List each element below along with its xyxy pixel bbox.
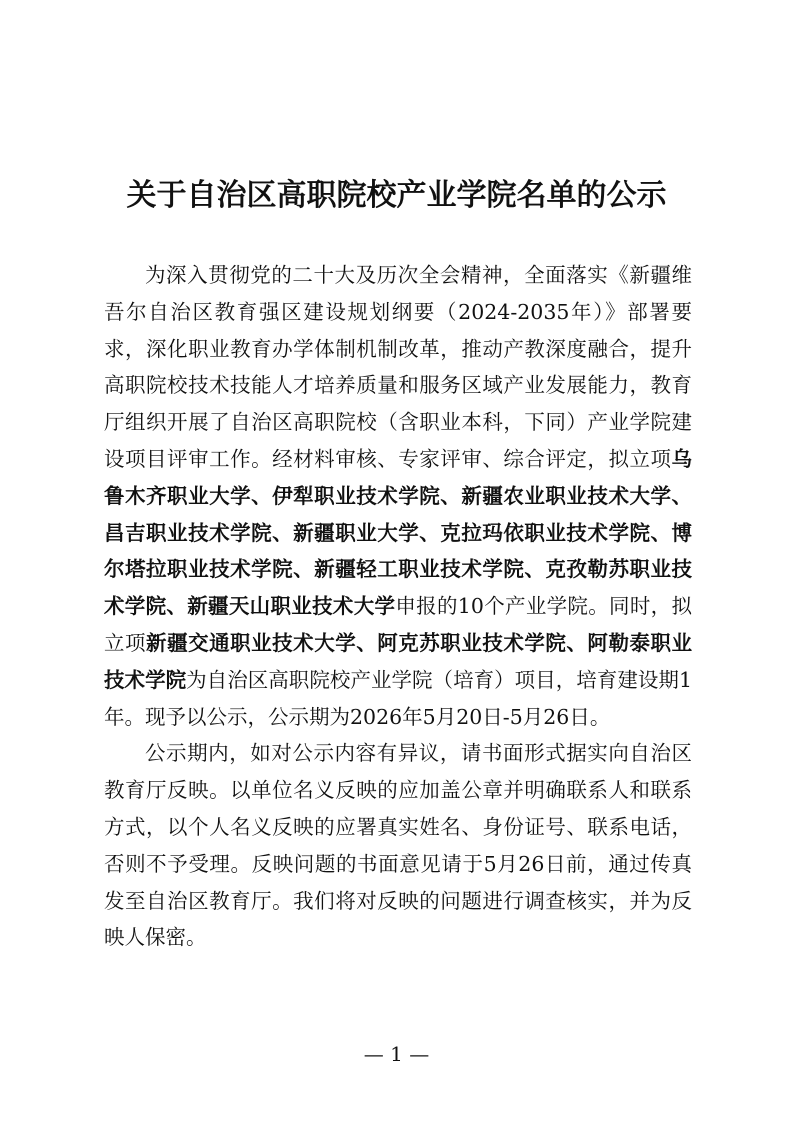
document-title: 关于自治区高职院校产业学院名单的公示	[126, 178, 667, 213]
page-number: — 1 —	[363, 1042, 430, 1066]
paragraph-project-list	[104, 257, 692, 735]
paragraph-middle-text: 申报的10个产业学院。同时，拟立项	[104, 594, 692, 655]
paragraph-objection-notice: 公示期内，如对公示内容有异议，请书面形式据实向自治区教育厅反映。以单位名义反映的应加盖公章并明确联系人和联系方式，以个人名义反映的应署真实姓名、身份证号、联系电话，否则不予受理。反映问题的书面意见请于5月26日前，通过传真发至自治区教育厅。我们将对反映的问题进行调查核实，并为反映人保密。	[104, 741, 692, 950]
document-body	[104, 257, 692, 956]
approved-schools-list: 乌鲁木齐职业大学、伊犁职业技术学院、新疆农业职业技术大学、昌吉职业技术学院、新疆职业大学、克拉玛依职业技术学院、博尔塔拉职业技术学院、新疆轻工职业技术学院、克孜勒苏职业技术学院、新疆天山职业技术大学	[104, 446, 692, 619]
paragraph-intro-text: 为深入贯彻党的二十大及历次全会精神，全面落实《新疆维吾尔自治区教育强区建设规划纲要（2024-2035年）》部署要求，深化职业教育办学体制机制改革，推动产教深度融合，提升高职院校技术技能人才培养质量和服务区域产业发展能力，教育厅组织开展了自治区高职院校（含职业本科，下同）产业学院建设项目评审工作。经材料审核、专家评审、综合评定，拟立项	[104, 263, 692, 471]
cultivation-schools-list: 新疆交通职业技术大学、阿克苏职业技术学院、阿勒泰职业技术学院	[104, 630, 693, 692]
paragraph-ending-text: 为自治区高职院校产业学院（培育）项目，培育建设期1年。现予以公示，公示期为2026年5月20日-5月26日。	[104, 667, 692, 729]
